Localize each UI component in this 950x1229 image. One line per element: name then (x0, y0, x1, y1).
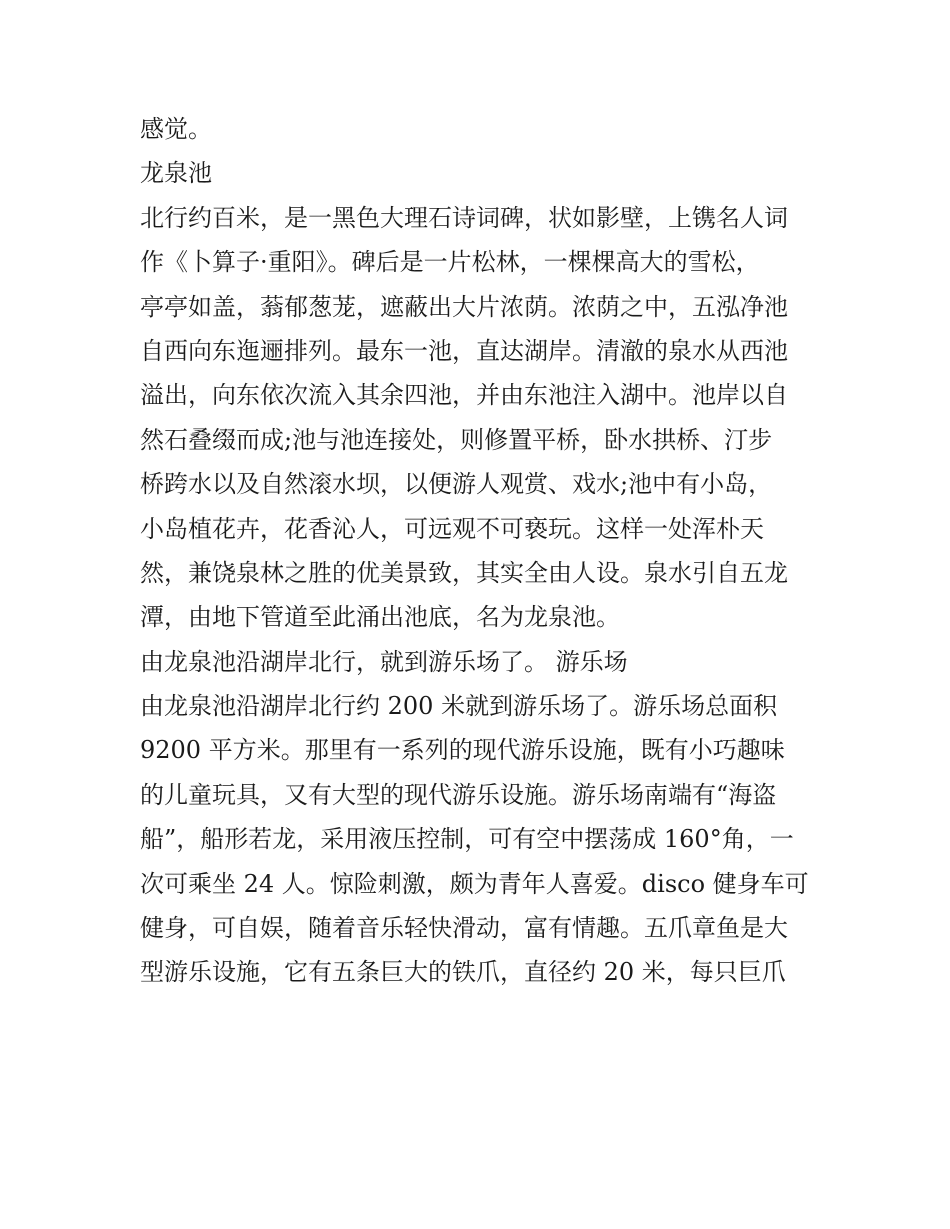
text-line: 北行约百米，是一黑色大理石诗词碑，状如影壁，上镌名人词 (140, 203, 788, 232)
text-line: 小岛植花卉，花香沁人，可远观不可亵玩。这样一处浑朴天 (140, 514, 764, 543)
section-heading: 龙泉池 (140, 159, 212, 188)
text-line: 型游乐设施，它有五条巨大的铁爪，直径约 20 米，每只巨爪 (140, 958, 786, 987)
text-line: 然石叠缀而成;池与池连接处，则修置平桥，卧水拱桥、汀步 (140, 425, 773, 454)
text-line: 潭，由地下管道至此涌出池底，名为龙泉池。 (140, 603, 620, 632)
body-text (140, 107, 830, 995)
text-line: 次可乘坐 24 人。惊险刺激，颇为青年人喜爱。disco 健身车可 (140, 869, 809, 898)
text-line: 船”，船形若龙，采用液压控制，可有空中摆荡成 160°角，一 (140, 825, 794, 854)
text-line: 桥跨水以及自然滚水坝，以便游人观赏、戏水;池中有小岛， (140, 470, 773, 499)
text-line: 由龙泉池沿湖岸北行约 200 米就到游乐场了。游乐场总面积 (140, 692, 778, 721)
text-line: 的儿童玩具，又有大型的现代游乐设施。游乐场南端有“海盗 (140, 780, 777, 809)
text-line: 健身，可自娱，随着音乐轻快滑动，富有情趣。五爪章鱼是大 (140, 914, 788, 943)
text-line: 由龙泉池沿湖岸北行，就到游乐场了。 游乐场 (140, 647, 628, 676)
text-line: 亭亭如盖，蓊郁葱茏，遮蔽出大片浓荫。浓荫之中，五泓净池 (140, 292, 788, 321)
text-line: 9200 平方米。那里有一系列的现代游乐设施，既有小巧趣味 (140, 736, 785, 765)
text-line: 然，兼饶泉林之胜的优美景致，其实全由人设。泉水引自五龙 (140, 558, 788, 587)
text-line: 自西向东迤逦排列。最东一池，直达湖岸。清澈的泉水从西池 (140, 336, 788, 365)
text-line: 感觉。 (140, 115, 212, 143)
text-line: 溢出，向东依次流入其余四池，并由东池注入湖中。池岸以自 (140, 381, 788, 410)
text-line: 作《卜算子·重阳》。碑后是一片松林，一棵棵高大的雪松， (140, 248, 760, 277)
